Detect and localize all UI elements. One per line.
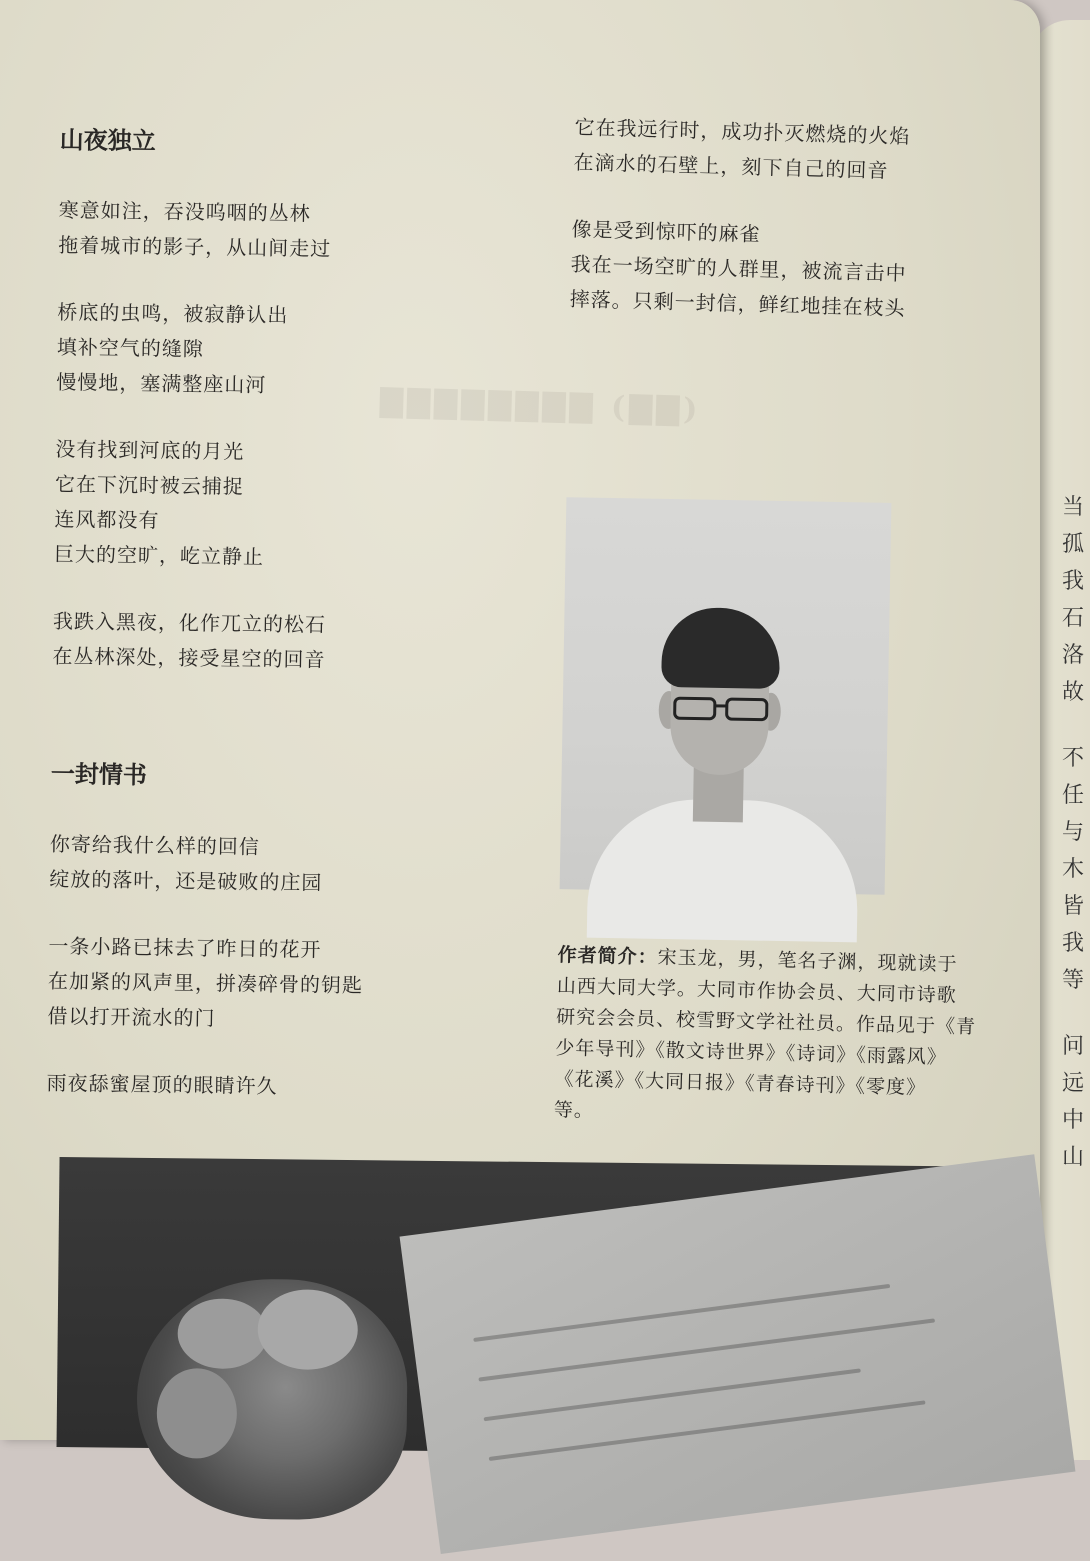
poem-line: 我跌入黑夜，化作兀立的松石 <box>53 604 523 646</box>
poem-line: 桥底的虫鸣，被寂静认出 <box>57 295 527 337</box>
poem-line: 一条小路已抹去了昨日的花开 <box>48 929 518 971</box>
next-page-char: 不 <box>1062 741 1082 778</box>
poem-line: 绽放的落叶，还是破败的庄园 <box>49 862 519 904</box>
poem-stanza <box>58 193 529 270</box>
poem-stanza <box>569 212 1002 329</box>
next-page-char: 皆 <box>1062 889 1082 926</box>
right-column <box>569 110 1005 329</box>
bio-line: 山西大同大学。大同市作协会员、大同市诗歌 <box>556 971 997 1013</box>
poem-line: 在滴水的石壁上，刻下自己的回音 <box>573 145 1004 192</box>
rose-letter-photo <box>57 1157 1020 1457</box>
bio-line: 少年导刊》《散文诗世界》《诗词》《雨露风》 <box>555 1033 996 1075</box>
next-page-char: 我 <box>1062 926 1082 963</box>
poem-line: 拖着城市的影子，从山间走过 <box>58 228 528 270</box>
poem-line: 像是受到惊吓的麻雀 <box>571 212 1002 259</box>
poem-line: 填补空气的缝隙 <box>57 330 527 372</box>
poem-line: 雨夜舔蜜屋顶的眼睛许久 <box>46 1066 516 1108</box>
bleed-through-text: ▇▇▇▇▇▇▇▇ (▇▇) <box>380 384 702 428</box>
poem-stanza <box>573 110 1005 192</box>
bio-line: 《花溪》《大同日报》《青春诗刊》《零度》 <box>554 1064 995 1106</box>
poem-line: 连风都没有 <box>54 502 524 544</box>
next-page-char: 等 <box>1062 963 1082 1029</box>
poem-title: 山夜独立 <box>60 120 530 162</box>
next-page-char: 山 <box>1062 1140 1082 1177</box>
author-photo <box>560 497 892 895</box>
poem-line: 它在我远行时，成功扑灭燃烧的火焰 <box>574 110 1005 157</box>
bio-text: 宋玉龙，男，笔名子渊，现就读于 <box>657 946 957 975</box>
poem-title: 一封情书 <box>51 754 521 796</box>
poem-stanza <box>54 432 526 579</box>
poem-line: 你寄给我什么样的回信 <box>50 827 520 869</box>
next-page-char: 中 <box>1062 1103 1082 1140</box>
poem-stanza <box>52 604 523 681</box>
poem-body <box>46 827 520 1108</box>
poem-body <box>52 193 529 681</box>
poem-stanza <box>49 827 520 904</box>
next-page-char: 当 <box>1062 490 1082 527</box>
poem-line: 我在一场空旷的人群里，被流言击中 <box>570 247 1001 294</box>
left-column <box>46 120 530 1107</box>
bio-line: 研究会会员、校雪野文学社社员。作品见于《青 <box>556 1002 997 1044</box>
author-bio <box>553 940 997 1137</box>
next-page-char: 木 <box>1062 852 1082 889</box>
poem-line: 没有找到河底的月光 <box>55 432 525 474</box>
next-page-char: 与 <box>1062 815 1082 852</box>
next-page-text <box>1062 490 1082 1177</box>
next-page-char: 洛 <box>1062 638 1082 675</box>
poem-stanza <box>46 1066 516 1108</box>
poem-line: 它在下沉时被云捕捉 <box>55 467 525 509</box>
bio-label: 作者简介： <box>557 944 658 968</box>
next-page-char: 远 <box>1062 1066 1082 1103</box>
next-page-char: 问 <box>1062 1029 1082 1066</box>
poem-line: 在丛林深处，接受星空的回音 <box>52 639 522 681</box>
glasses-icon <box>673 695 769 723</box>
poem-line: 慢慢地，塞满整座山河 <box>56 365 526 407</box>
next-page-char: 我 <box>1062 564 1082 601</box>
poem-line: 在加紧的风声里，拼凑碎骨的钥匙 <box>48 964 518 1006</box>
next-page-char: 故 <box>1062 675 1082 741</box>
rose-image <box>136 1278 408 1521</box>
photo-letter <box>400 1154 1076 1554</box>
poem-line: 摔落。只剩一封信，鲜红地挂在枝头 <box>569 282 1000 329</box>
poem-line: 巨大的空旷，屹立静止 <box>54 537 524 579</box>
next-page-char: 孤 <box>1062 527 1082 564</box>
poem-stanza <box>47 929 518 1041</box>
poem-line: 借以打开流水的门 <box>47 999 517 1041</box>
poem-body-continued <box>569 110 1005 329</box>
next-page-char: 任 <box>1062 778 1082 815</box>
bio-line: 等。 <box>553 1095 994 1137</box>
next-page-char: 石 <box>1062 601 1082 638</box>
photo-hair <box>661 607 780 689</box>
poem-line: 寒意如注，吞没呜咽的丛林 <box>58 193 528 235</box>
